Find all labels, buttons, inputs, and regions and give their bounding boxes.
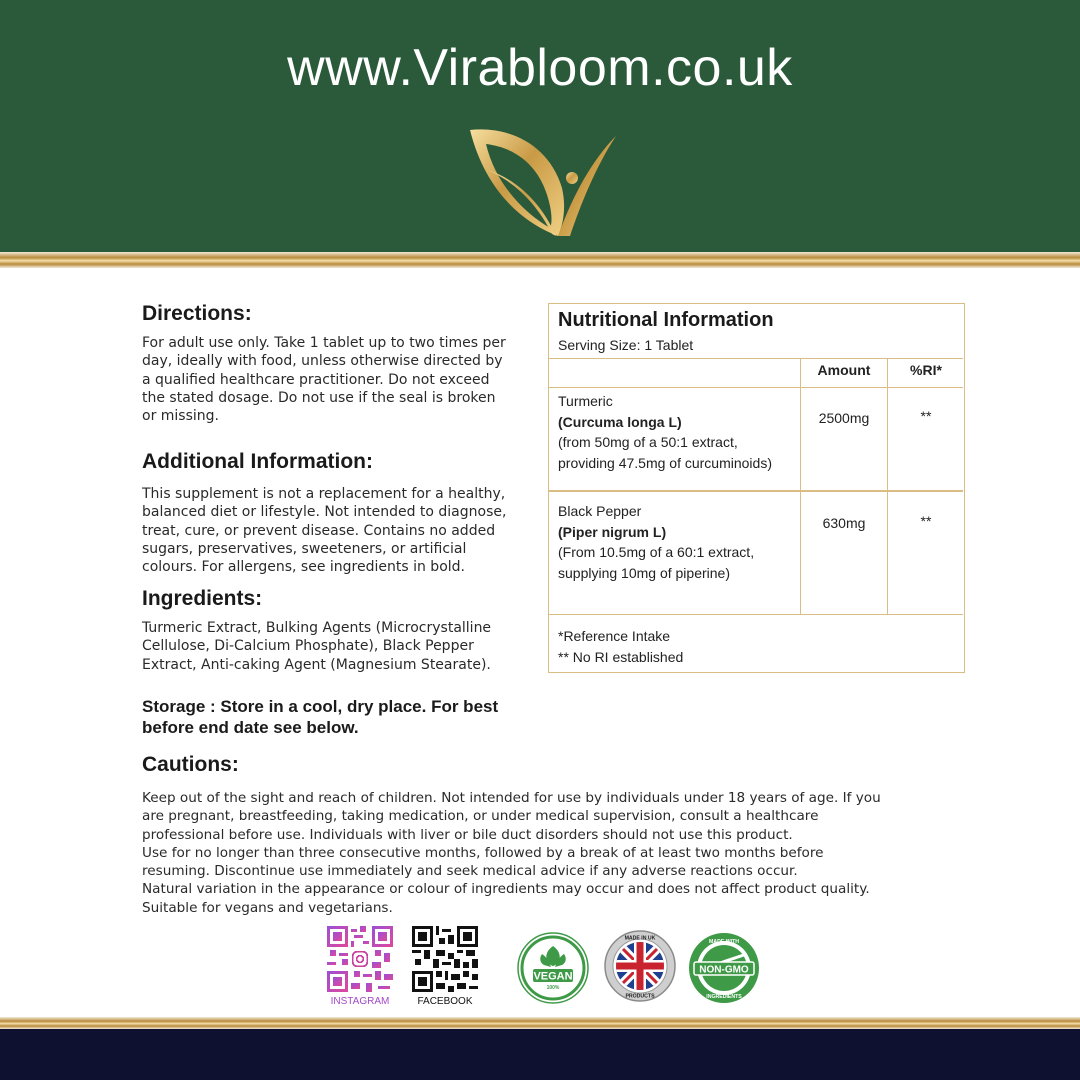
- vegan-badge-text: VEGAN: [533, 970, 573, 983]
- turmeric-amount: 2500mg: [818, 410, 870, 426]
- storage-text: Storage : Store in a cool, dry place. For best before end date see below.: [142, 697, 499, 737]
- uk-badge-bottom: PRODUCTS: [625, 993, 655, 1000]
- cautions-heading: Cautions:: [142, 753, 239, 776]
- table-divider: [800, 358, 801, 614]
- table-divider: [887, 358, 888, 614]
- directions-text: For adult use only. Take 1 tablet up to two times per day, ideally with food, unless otherwise directed by a qualified healthcare practitioner. Do not exceed the stated dosage. Do not use if the seal is broken or missing.: [142, 335, 506, 425]
- additional-info-text: This supplement is not a replacement for a healthy, balanced diet or lifestyle. Not intended to diagnose, treat, cure, or prevent disease. Contains no added sugars, preservatives, sweeteners, or artificial colours. For allergens, see ingredients in bold.: [142, 486, 507, 576]
- serving-size: Serving Size: 1 Tablet: [558, 337, 694, 353]
- nutrition-table: [548, 303, 965, 673]
- nutrition-title: Nutritional Information: [558, 309, 774, 331]
- table-row: Black Pepper (Piper nigrum L) (From 10.5mg of a 60:1 extract, supplying 10mg of piperine): [558, 503, 755, 581]
- footer-bar: [0, 1029, 1080, 1080]
- facebook-label: FACEBOOK: [417, 996, 473, 1007]
- instagram-label: INSTAGRAM: [330, 996, 390, 1007]
- additional-info-heading: Additional Information:: [142, 450, 373, 473]
- table-row: Turmeric (Curcuma longa L) (from 50mg of a 50:1 extract, providing 47.5mg of curcuminoids): [558, 393, 772, 471]
- site-url[interactable]: www.Virabloom.co.uk: [287, 39, 793, 97]
- instagram-qr-code[interactable]: [327, 926, 393, 992]
- ri-column-header: %RI*: [910, 362, 942, 378]
- directions-heading: Directions:: [142, 302, 252, 325]
- table-divider: [549, 614, 963, 615]
- facebook-qr-code[interactable]: [412, 926, 478, 992]
- non-gmo-badge-bottom: INGREDIENTS: [706, 994, 742, 1000]
- vegan-badge-icon: [517, 932, 589, 1004]
- amount-column-header: Amount: [817, 362, 871, 378]
- top-gold-band: [0, 252, 1080, 268]
- table-divider: [549, 490, 963, 492]
- uk-badge-top: MADE IN UK: [624, 935, 656, 942]
- cautions-text: Keep out of the sight and reach of children. Not intended for use by individuals under 18 years of age. If you are pregnant, breastfeeding, taking medication, or under medical supervision, consult a healthcare professional before use. Individuals with liver or bile duct disorders should not use this product. Use for no longer than three consecutive months, followed by a break of at least two months before resuming. Discontinue use immediately and seek medical advice if any adverse reactions occur. Natural variation in the appearance or colour of ingredients may occur and does not affect product quality. Suitable for vegans and vegetarians.: [142, 790, 881, 916]
- black-pepper-ri: **: [920, 513, 932, 529]
- table-footnotes: *Reference Intake ** No RI established: [558, 628, 684, 665]
- bottom-gold-band: [0, 1017, 1080, 1029]
- non-gmo-badge-icon: [688, 932, 760, 1004]
- table-divider: [549, 358, 963, 359]
- table-divider: [549, 387, 963, 388]
- ingredients-text: Turmeric Extract, Bulking Agents (Microcrystalline Cellulose, Di-Calcium Phosphate), Black Pepper Extract, Anti-caking Agent (Magnesium Stearate).: [142, 620, 492, 673]
- turmeric-ri: **: [920, 408, 932, 424]
- non-gmo-badge-top: MADE WITH: [709, 939, 739, 945]
- made-in-uk-badge-icon: [604, 930, 676, 1002]
- ingredients-heading: Ingredients:: [142, 587, 263, 610]
- leaf-v-logo-icon: [466, 124, 618, 238]
- header-banner: [0, 0, 1080, 252]
- non-gmo-badge-text: NON-GMO: [699, 964, 749, 976]
- vegan-badge-sub: 100%: [546, 985, 560, 991]
- black-pepper-amount: 630mg: [822, 515, 866, 531]
